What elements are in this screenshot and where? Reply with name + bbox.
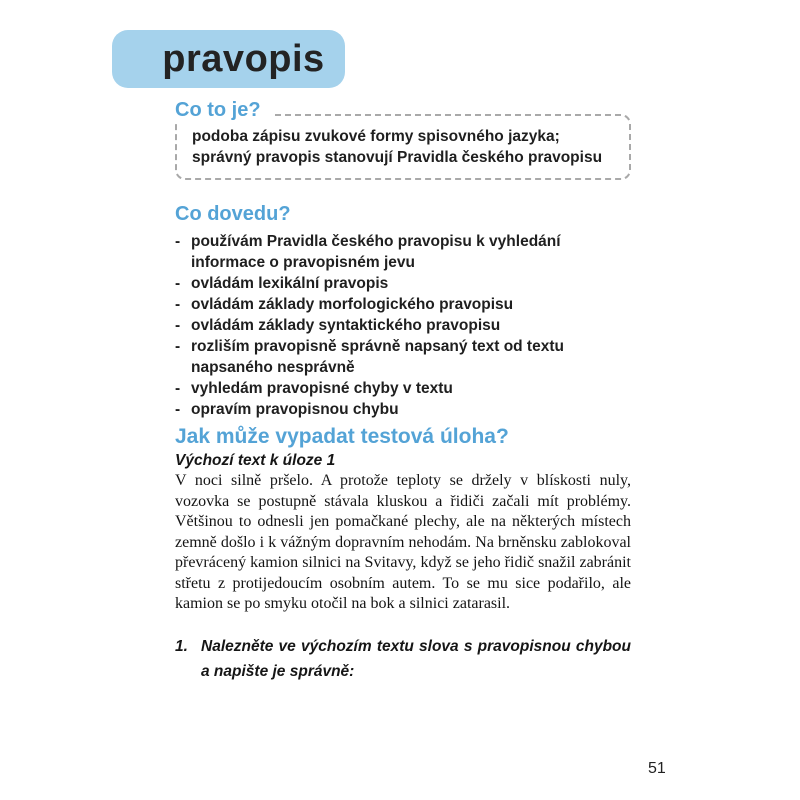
definition-heading: Co to je? bbox=[175, 98, 273, 122]
skills-heading: Co dovedu? bbox=[175, 203, 291, 225]
skill-item-text: používám Pravidla českého pravopisu k vyhledání informace o pravopisném jevu bbox=[191, 233, 561, 271]
skill-item-text: ovládám lexikální pravopis bbox=[191, 275, 389, 292]
skill-item-text: rozliším pravopisně správně napsaný text od textu napsaného nesprávně bbox=[191, 338, 564, 376]
sample-task-heading: Jak může vypadat testová úloha? bbox=[175, 425, 509, 448]
definition-line: správný pravopis stanovují Pravidla českého pravopisu bbox=[192, 149, 603, 166]
definition-section bbox=[175, 98, 631, 180]
source-text-label: Výchozí text k úloze 1 bbox=[175, 452, 336, 469]
chapter-title-badge bbox=[112, 30, 345, 88]
bullet-dash: - bbox=[175, 317, 181, 334]
skill-item-text: ovládám základy syntaktického pravopisu bbox=[191, 317, 501, 334]
bullet-dash: - bbox=[175, 401, 181, 418]
source-text-paragraph: V noci silně pršelo. A protože teploty se držely v blískosti nuly, vozovka se postupně stávala kluskou a řidiči začali mít problémy. Většinou to odnesli jen pomačkané plechy, ale na některých místech zemně došlo i k vážným dopravním nehodám. Na brněnsku zablokoval převrácený kamion silnici na Svitavy, když se jeho řidič snažil zabránit střetu z protijedoucím osobním autem. To se mu sice podařilo, ale kamion se po smyku otočil na bok a silnici zatarasil. bbox=[175, 472, 631, 612]
skill-item-text: opravím pravopisnou chybu bbox=[191, 401, 399, 418]
question-number: 1. bbox=[175, 637, 188, 655]
skill-item bbox=[175, 315, 631, 336]
skill-item-text: vyhledám pravopisné chyby v textu bbox=[191, 380, 453, 397]
skill-item bbox=[175, 399, 631, 420]
skill-item bbox=[175, 273, 631, 294]
skill-item-text: ovládám základy morfologického pravopisu bbox=[191, 296, 514, 313]
chapter-title: pravopis bbox=[162, 37, 325, 80]
skill-item bbox=[175, 336, 631, 378]
skill-item bbox=[175, 231, 631, 273]
bullet-dash: - bbox=[175, 233, 181, 250]
question-text: Nalezněte ve výchozím textu slova s pravopisnou chybou a napište je správně: bbox=[201, 637, 631, 680]
bullet-dash: - bbox=[175, 275, 181, 292]
definition-line: podoba zápisu zvukové formy spisovného jazyka; bbox=[192, 128, 560, 145]
bullet-dash: - bbox=[175, 380, 181, 397]
skill-item bbox=[175, 378, 631, 399]
definition-box bbox=[175, 114, 631, 180]
skill-item bbox=[175, 294, 631, 315]
page-number: 51 bbox=[648, 760, 666, 777]
page-content bbox=[175, 98, 631, 684]
skills-list bbox=[175, 231, 631, 420]
bullet-dash: - bbox=[175, 296, 181, 313]
bullet-dash: - bbox=[175, 338, 181, 355]
question-item bbox=[175, 634, 631, 684]
